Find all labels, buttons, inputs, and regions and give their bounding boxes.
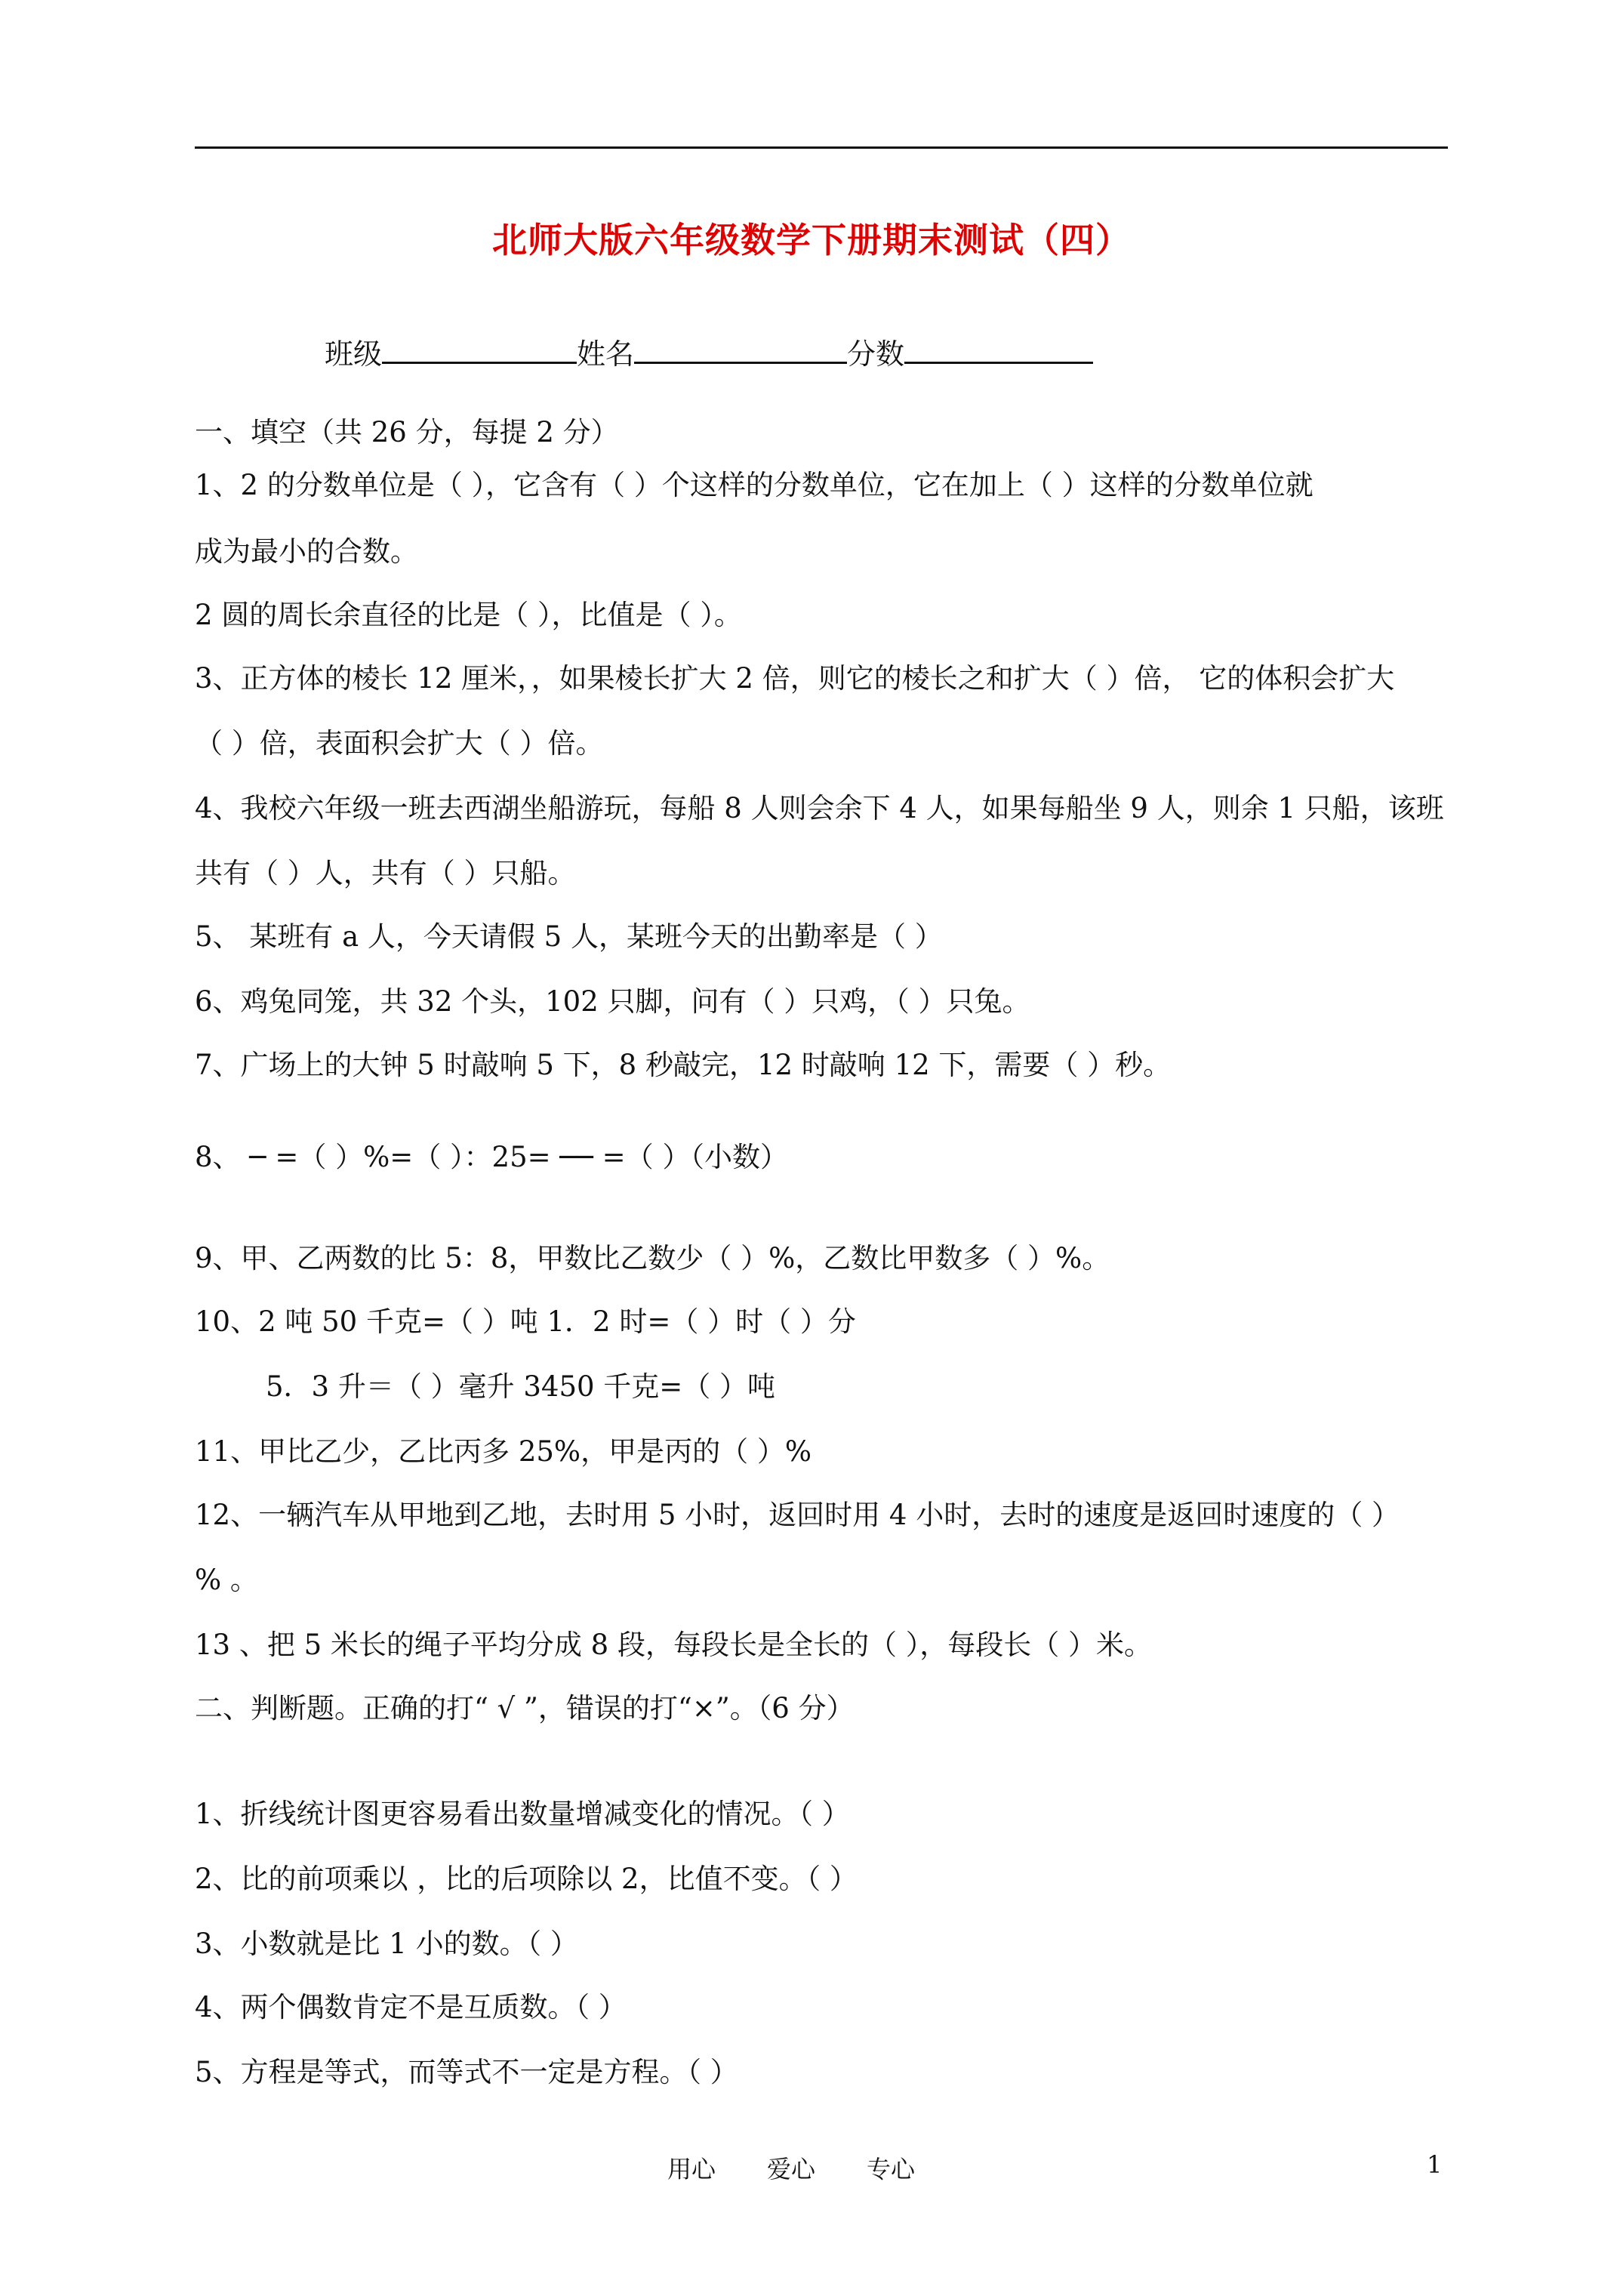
footer-motto-2: 爱心 xyxy=(767,2155,816,2184)
question-3-line-1: 3、正方体的棱长 12 厘米，，如果棱长扩大 2 倍，则它的棱长之和扩大（ ）倍， 它的体积会扩大 xyxy=(195,662,1395,695)
class-label: 班级 xyxy=(325,337,383,371)
name-label: 姓名 xyxy=(577,337,635,371)
page-title: 北师大版六年级数学下册期末测试（四） xyxy=(492,220,1131,260)
footer-motto-3: 专心 xyxy=(867,2155,916,2184)
question-10-line-2: 5．3 升＝（ ）毫升 3450 千克=（ ）吨 xyxy=(266,1370,776,1403)
section-1-heading: 一、填空（共 26 分，每提 2 分） xyxy=(195,416,619,448)
name-blank[interactable] xyxy=(634,334,847,364)
question-8: 8、 ─ =（ ）%=（ ）：25= ── =（ ）（小数） xyxy=(195,1141,788,1173)
question-5: 5、 某班有 a 人，今天请假 5 人，某班今天的出勤率是（ ） xyxy=(195,920,943,953)
question-1-line-1: 1、2 的分数单位是（ ），它含有（ ）个这样的分数单位，它在加上（ ）这样的分数单位就 xyxy=(195,469,1313,501)
question-1-line-2: 成为最小的合数。 xyxy=(195,535,418,568)
page-number: 1 xyxy=(1427,2150,1443,2179)
footer-motto-1: 用心 xyxy=(667,2155,716,2184)
student-info-row xyxy=(325,331,1093,372)
judgment-3: 3、小数就是比 1 小的数。（ ） xyxy=(195,1928,578,1960)
question-12-line-2: % 。 xyxy=(195,1564,258,1596)
question-12-line-1: 12、一辆汽车从甲地到乙地，去时用 5 小时，返回时用 4 小时，去时的速度是返回时速度的（ ） xyxy=(195,1499,1400,1531)
question-4-line-2: 共有（ ）人，共有（ ）只船。 xyxy=(195,857,576,889)
header-rule xyxy=(195,146,1448,149)
class-blank[interactable] xyxy=(382,334,577,364)
section-2-heading: 二、判断题。正确的打“ √ ”，错误的打“×”。（6 分） xyxy=(195,1692,855,1724)
question-13: 13 、把 5 米长的绳子平均分成 8 段，每段长是全长的（ ），每段长（ ）米。 xyxy=(195,1629,1152,1661)
question-4-line-1: 4、我校六年级一班去西湖坐船游玩，每船 8 人则会余下 4 人，如果每船坐 9 人，则余 1 只船，该班 xyxy=(195,792,1444,824)
score-blank[interactable] xyxy=(904,334,1093,364)
question-2: 2 圆的周长余直径的比是（ ），比值是（ ）。 xyxy=(195,599,742,631)
judgment-2: 2、比的前项乘以 ，比的后项除以 2，比值不变。（ ） xyxy=(195,1863,858,1895)
question-10-line-1: 10、2 吨 50 千克=（ ）吨 1．2 时=（ ）时（ ）分 xyxy=(195,1305,856,1338)
question-6: 6、鸡兔同笼，共 32 个头，102 只脚，问有（ ）只鸡，（ ）只兔。 xyxy=(195,985,1030,1018)
question-9: 9、甲、乙两数的比 5：8，甲数比乙数少（ ）%，乙数比甲数多（ ）%。 xyxy=(195,1242,1110,1274)
score-label: 分数 xyxy=(847,337,905,371)
question-11: 11、甲比乙少，乙比丙多 25%，甲是丙的（ ）% xyxy=(195,1435,812,1468)
question-3-line-2: （ ）倍，表面积会扩大（ ）倍。 xyxy=(195,727,604,760)
judgment-1: 1、折线统计图更容易看出数量增减变化的情况。（ ） xyxy=(195,1798,850,1830)
question-7: 7、广场上的大钟 5 时敲响 5 下，8 秒敲完，12 时敲响 12 下，需要（ ）秒。 xyxy=(195,1049,1172,1081)
judgment-4: 4、两个偶数肯定不是互质数。（ ） xyxy=(195,1991,627,2023)
judgment-5: 5、方程是等式，而等式不一定是方程。（ ） xyxy=(195,2056,738,2088)
